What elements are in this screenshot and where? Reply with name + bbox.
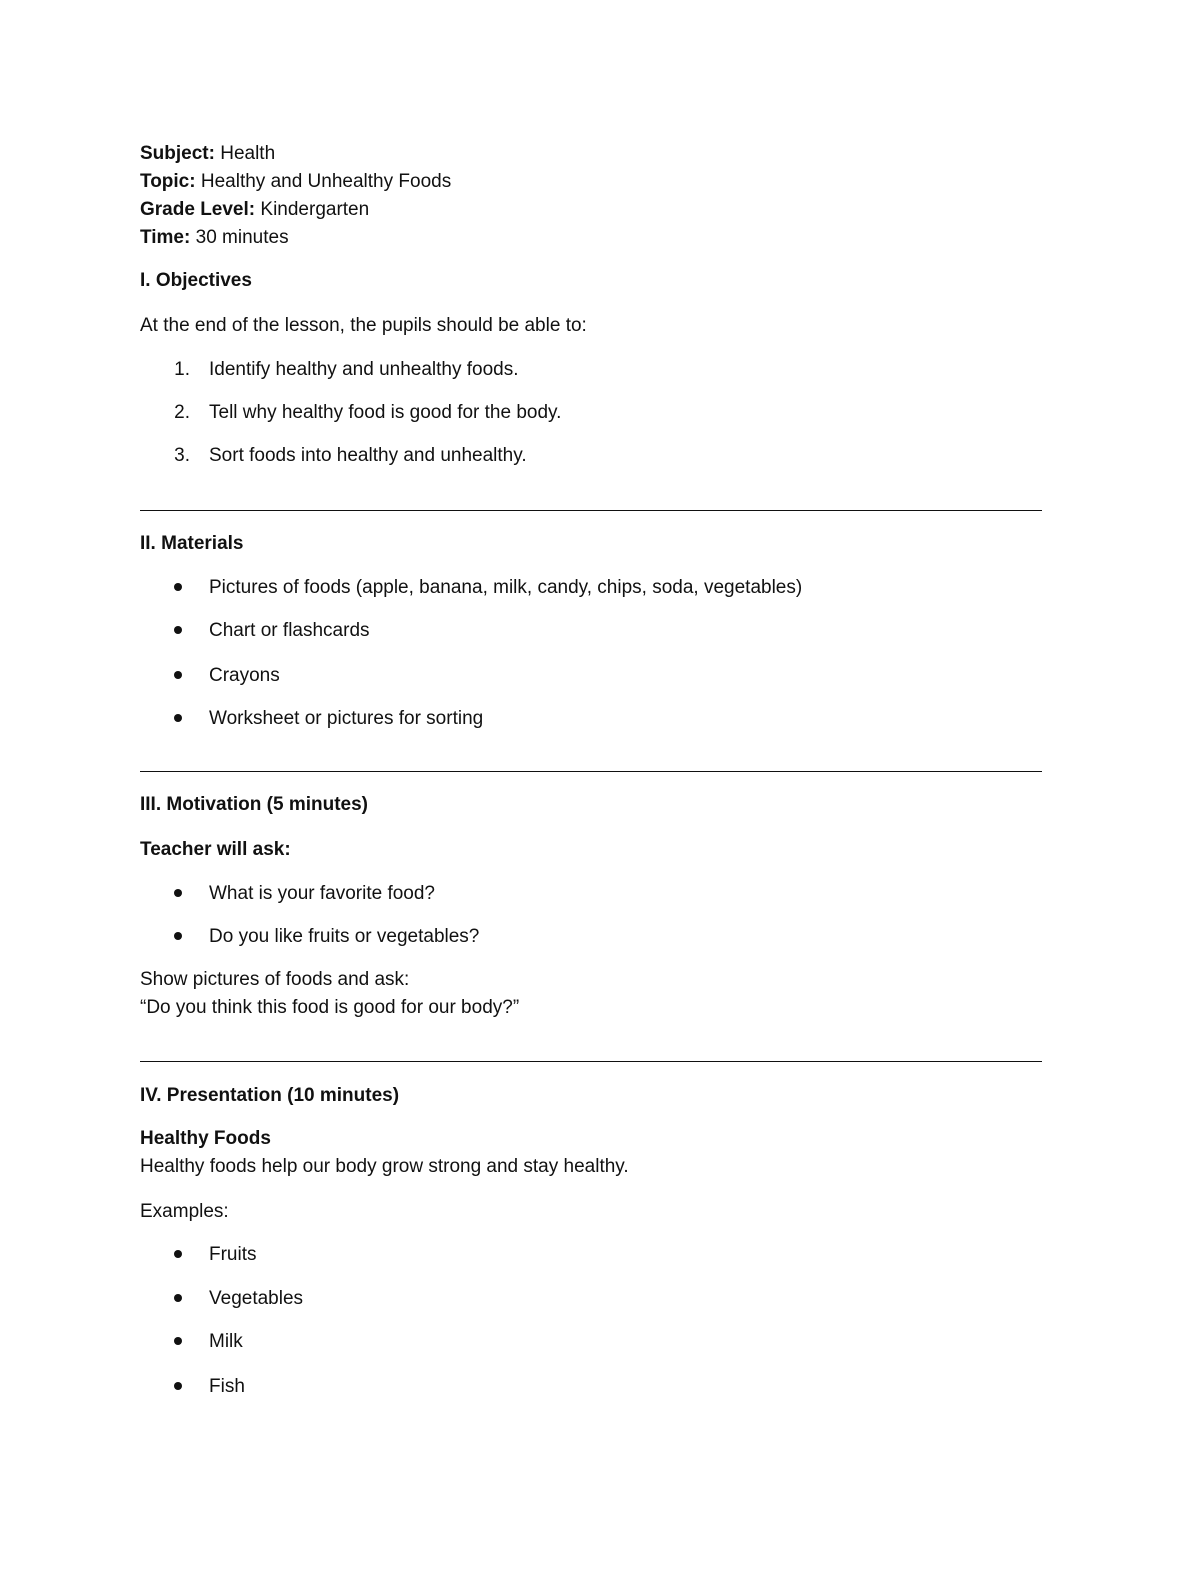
topic-value: Healthy and Unhealthy Foods [200,171,452,192]
bullet-icon [174,671,182,679]
time-value: 30 minutes [195,227,289,248]
objective-text: Sort foods into healthy and unhealthy. [209,445,527,466]
bullet-icon [174,1382,182,1390]
objective-text: Tell why healthy food is good for the body. [209,402,562,423]
topic-label: Topic: [140,171,196,192]
bullet-icon [174,1250,182,1258]
grade-value: Kindergarten [260,199,370,220]
time-label: Time: [140,227,191,248]
bullet-icon [174,932,182,940]
section-divider [140,510,1042,511]
objectives-heading: I. Objectives [140,270,252,291]
presentation-subheading: Healthy Foods [140,1128,271,1149]
objective-text: Identify healthy and unhealthy foods. [209,359,519,380]
bullet-icon [174,714,182,722]
materials-item: Worksheet or pictures for sorting [209,708,484,729]
motivation-question: What is your favorite food? [209,883,435,904]
section-divider [140,771,1042,772]
motivation-heading: III. Motivation (5 minutes) [140,794,369,815]
objective-number: 2. [174,402,190,423]
subject-label: Subject: [140,143,215,164]
example-item: Fruits [209,1244,257,1265]
bullet-icon [174,583,182,591]
materials-item: Pictures of foods (apple, banana, milk, candy, chips, soda, vegetables) [209,577,803,598]
examples-label: Examples: [140,1201,229,1222]
motivation-subheading: Teacher will ask: [140,839,291,860]
objective-number: 1. [174,359,190,380]
topic-line [140,170,451,194]
bullet-icon [174,1337,182,1345]
subject-value: Health [220,143,276,164]
objectives-intro: At the end of the lesson, the pupils should be able to: [140,315,587,336]
materials-item: Chart or flashcards [209,620,370,641]
materials-item: Crayons [209,665,280,686]
grade-line [140,198,369,222]
presentation-description: Healthy foods help our body grow strong and stay healthy. [140,1156,629,1177]
example-item: Milk [209,1331,243,1352]
time-line [140,226,289,250]
example-item: Fish [209,1376,245,1397]
bullet-icon [174,1294,182,1302]
grade-label: Grade Level: [140,199,256,220]
motivation-show-line: Show pictures of foods and ask: [140,969,410,990]
materials-heading: II. Materials [140,533,244,554]
section-divider [140,1061,1042,1062]
subject-line [140,142,275,166]
motivation-question: Do you like fruits or vegetables? [209,926,480,947]
presentation-heading: IV. Presentation (10 minutes) [140,1085,400,1106]
objective-number: 3. [174,445,190,466]
example-item: Vegetables [209,1288,304,1309]
bullet-icon [174,626,182,634]
bullet-icon [174,889,182,897]
motivation-quote: “Do you think this food is good for our body?” [140,997,520,1018]
